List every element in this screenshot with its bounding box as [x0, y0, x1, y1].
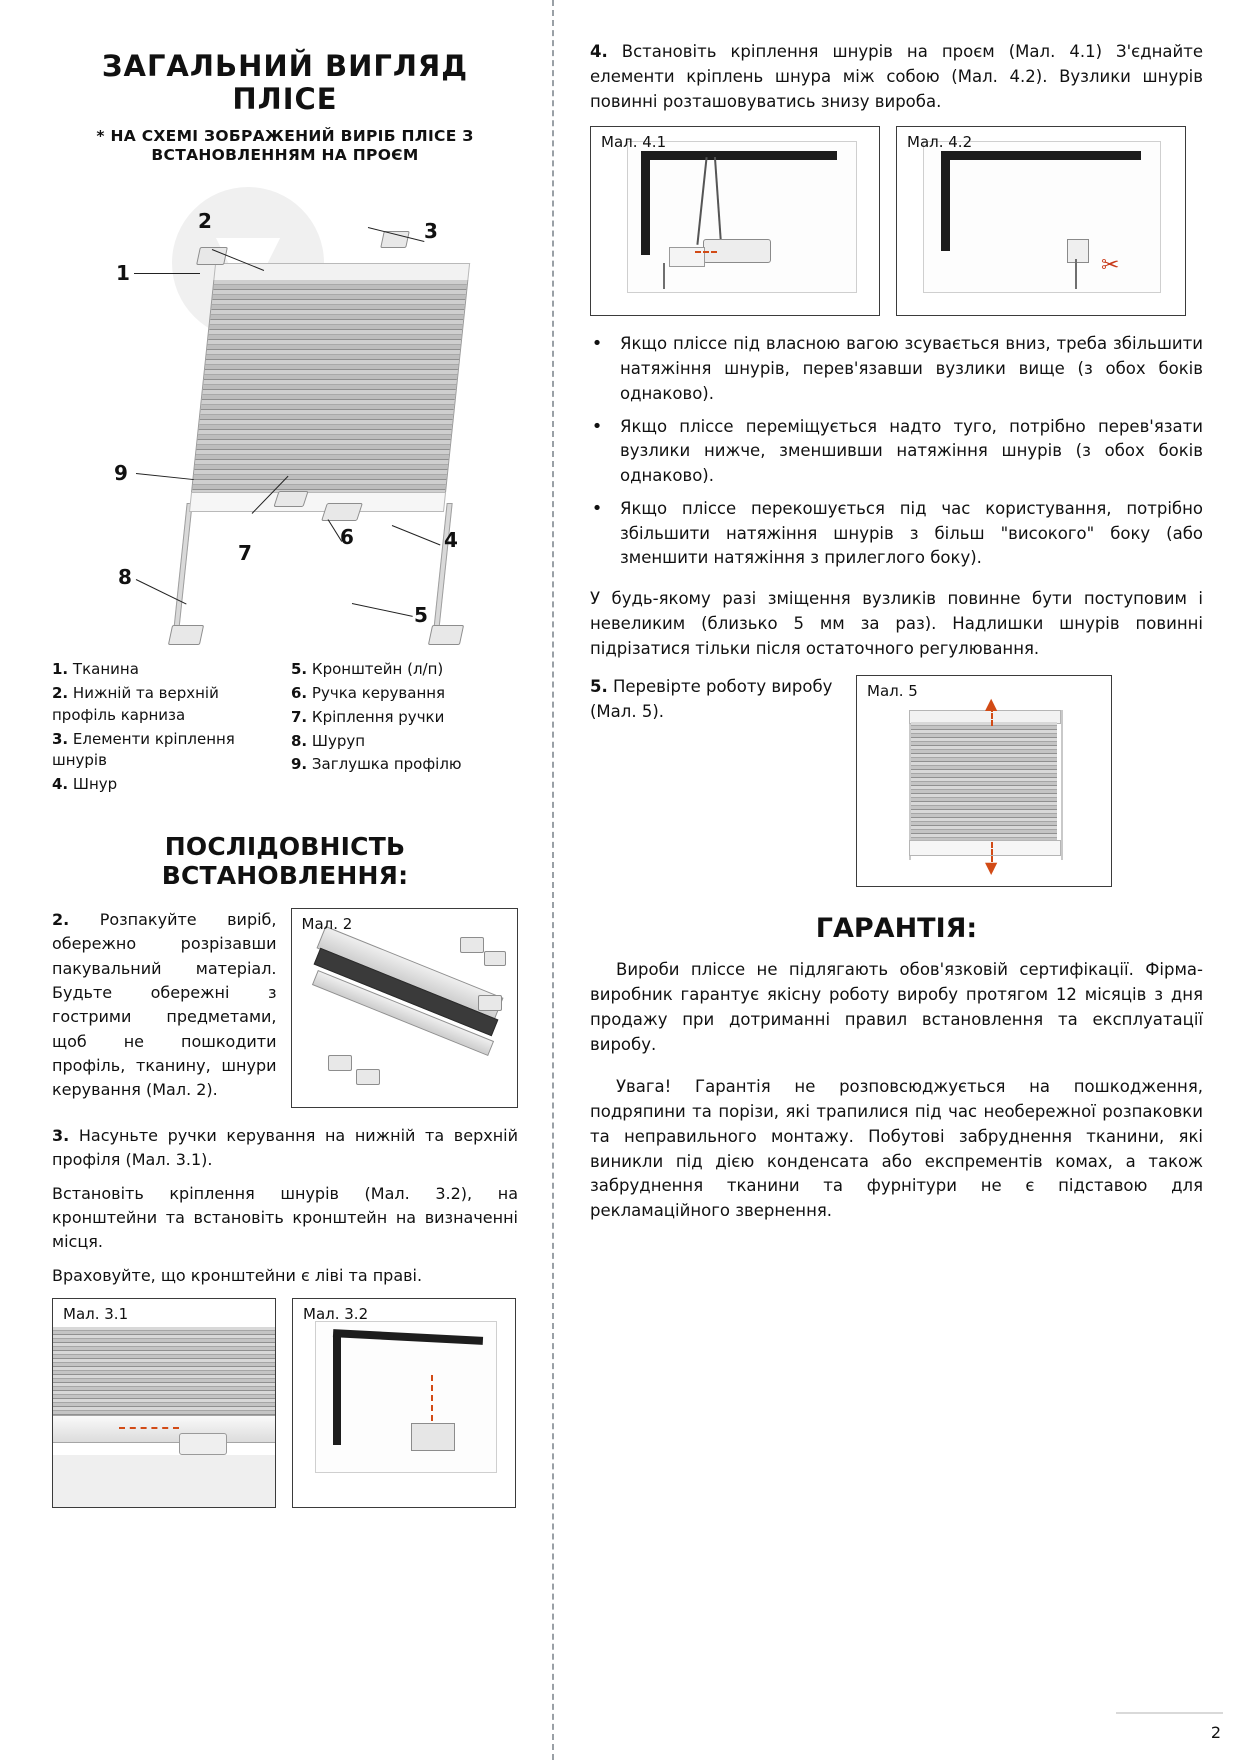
window-frame — [923, 141, 1161, 293]
step-3-line-2: Встановіть кріплення шнурів (Мал. 3.2), на кронштейни та встановіть кронштейн на визначенні місця. — [52, 1183, 518, 1251]
bracket-piece — [411, 1423, 455, 1451]
legend-num: 7. — [291, 707, 308, 726]
warranty-title: ГАРАНТІЯ: — [815, 913, 978, 945]
bottom-profile — [189, 492, 446, 512]
callout-6: 6 — [340, 525, 354, 550]
legend-num: 9. — [291, 755, 308, 774]
figure-5-label: Мал. 5 — [867, 682, 918, 701]
product-diagram — [52, 173, 518, 653]
window-glass-left — [641, 151, 650, 255]
cord-knot — [1067, 239, 1089, 263]
list-item — [590, 415, 1203, 489]
figure-3-1-label: Мал. 3.1 — [63, 1304, 129, 1323]
tip-text: Якщо пліссе під власною вагою зсувається вниз, треба збільшити натяжіння шнурів, перев'язавши вузлики вище (з обох боків однаково). — [620, 334, 1203, 403]
right-column — [548, 0, 1245, 1760]
warranty-paragraph-1: Вироби пліссе не підлягають обов'язковій сертифікації. Фірма-виробник гарантує якісну роботу виробу протягом 12 місяців з дня продажу при дотриманні правил встановлення та експлуатації виробу. — [590, 960, 1203, 1054]
list-item — [590, 332, 1203, 406]
right-tension-rod — [433, 503, 452, 630]
legend-text: Кронштейн (л/п) — [311, 660, 444, 679]
handle-upper — [273, 491, 308, 507]
background-fill — [53, 1455, 275, 1507]
figure-2-photo — [292, 909, 517, 1107]
page-subtitle: * НА СХЕМІ ЗОБРАЖЕНИЙ ВИРІБ ПЛІСЕ З ВСТАНОВЛЕННЯМ НА ПРОЄМ — [96, 126, 474, 165]
connect-arrow — [695, 251, 717, 253]
figure-4-1 — [590, 126, 880, 316]
end-cap-d — [328, 1055, 352, 1071]
figure-4-1-photo — [591, 127, 879, 315]
page-number: 2 — [1210, 1723, 1221, 1742]
bottom-rail — [909, 840, 1061, 856]
end-cap-e — [356, 1069, 380, 1085]
list-item — [52, 659, 267, 681]
legend-text: Елементи кріплення шнурів — [52, 729, 235, 770]
fabric-pleats — [191, 280, 468, 492]
callout-4: 4 — [444, 528, 458, 553]
left-column — [0, 0, 548, 1760]
figure-4-2-label: Мал. 4.2 — [907, 133, 973, 152]
step-3-line-3: Враховуйте, що кронштейни є ліві та праві. — [52, 1265, 423, 1285]
end-cap-b — [484, 951, 506, 966]
installation-sequence-title: ПОСЛІДОВНІСТЬ ВСТАНОВЛЕННЯ: — [161, 831, 409, 890]
window-glass-top — [941, 151, 1141, 160]
legend-text: Нижній та верхній профіль карниза — [52, 684, 219, 724]
fabric-closeup — [53, 1327, 275, 1415]
step-4-body: Встановіть кріплення шнурів на проєм (Мал. 4.1) З'єднайте елементи кріплень шнура між собою (Мал. 4.2). Вузлики шнурів повинні розташовуватись знизу виробa. — [590, 42, 1203, 111]
legend-num: 8. — [291, 731, 308, 750]
step-2 — [52, 908, 518, 1108]
end-cap-c — [478, 995, 502, 1011]
step-5-body: Перевірте роботу виробу (Мал. 5). — [590, 677, 833, 721]
cord-bracket-2 — [669, 247, 705, 267]
adjustment-note: У будь-якому разі зміщення вузликів повинне бути поступовим і невеликим (близько 5 мм за раз). Надлишки шнурів повинні підрізатися тільки після остаточного регулювання. — [590, 589, 1203, 658]
figure-4-1-label: Мал. 4.1 — [601, 133, 667, 152]
list-item — [291, 754, 511, 776]
step-4-number: 4. — [590, 42, 608, 61]
figure-5 — [856, 675, 1112, 887]
list-item — [291, 731, 511, 753]
figure-3-1 — [52, 1298, 276, 1508]
page-title: ЗАГАЛЬНИЙ ВИГЛЯД ПЛІСЕ — [101, 49, 469, 117]
slide-direction-arrow — [119, 1427, 179, 1429]
figure-3-2 — [292, 1298, 516, 1508]
step-2-body: Розпакуйте виріб, обережно розрізавши пакувальний матеріал. Будьте обережні з гострими предметами, щоб не пошкодити профіль, тканину, шнури керування (Мал. 2). — [52, 909, 277, 1100]
callout-2: 2 — [198, 209, 212, 234]
legend-num: 6. — [291, 684, 308, 703]
bullet-icon: • — [591, 415, 603, 437]
legend-text: Тканина — [72, 660, 139, 679]
legend-column-1 — [52, 659, 267, 798]
step-3-figures — [52, 1298, 518, 1508]
legend-num: 1. — [52, 660, 69, 679]
figure-4-2 — [896, 126, 1186, 316]
move-up-arrow — [991, 706, 993, 726]
list-item — [291, 683, 511, 705]
callout-1: 1 — [116, 261, 130, 286]
step-4-figures — [590, 126, 1203, 316]
callout-7: 7 — [238, 541, 252, 566]
callout-5: 5 — [414, 603, 428, 628]
callout-8: 8 — [118, 565, 132, 590]
step-2-number: 2. — [52, 909, 70, 929]
list-item — [291, 707, 511, 729]
adjustment-tips — [590, 332, 1203, 571]
list-item — [291, 659, 511, 681]
bullet-icon: • — [591, 333, 603, 355]
bullet-icon: • — [591, 497, 603, 519]
legend-num: 4. — [52, 775, 69, 794]
legend-num: 5. — [291, 660, 308, 679]
warranty-paragraph-2: Увага! Гарантія не розповсюджується на пошкодження, подряпини та порізи, які трапилися під час необережної розпаковки та неправильного монтажу. Побутові забруднення тканини, які виникли під дією конденсата або експрементів комах, а також забруднення тканини та фурнітури не є підставою для рекламаційного звернення. — [590, 1077, 1203, 1220]
leader-4 — [392, 525, 441, 545]
tip-text: Якщо пліссе переміщується надто туго, потрібно перев'язати вузлики нижче, зменшивши натяжіння шнурів (з обох боків однаково). — [620, 416, 1203, 485]
scissors-icon: ✂ — [1101, 253, 1120, 279]
figure-4-2-photo — [897, 127, 1185, 315]
window-glass-left — [941, 151, 950, 251]
leader-5 — [352, 603, 413, 617]
callout-3: 3 — [424, 219, 438, 244]
legend-num: 3. — [52, 729, 69, 748]
fabric-pleats — [911, 722, 1057, 840]
figure-2-label: Мал. 2 — [301, 914, 353, 933]
step-5 — [590, 675, 1203, 887]
figure-2 — [291, 908, 518, 1108]
window-glass-top — [641, 151, 837, 160]
window-glass-side — [333, 1335, 341, 1445]
control-handle — [179, 1433, 227, 1455]
figure-3-2-label: Мал. 3.2 — [303, 1304, 369, 1323]
legend-text: Шуруп — [311, 731, 366, 750]
list-item — [52, 774, 267, 796]
step-5-number: 5. — [590, 677, 608, 697]
left-tension-rod — [173, 503, 192, 630]
install-direction-arrow — [431, 1375, 433, 1421]
leader-9 — [136, 473, 194, 480]
arrow-down-icon: ▼ — [985, 858, 998, 878]
bottom-right-bracket — [428, 625, 464, 645]
arrow-up-icon: ▲ — [985, 694, 998, 714]
cord-strand — [1075, 259, 1077, 289]
footer-divider — [1116, 1712, 1223, 1714]
legend-num: 2. — [52, 684, 69, 703]
pleated-blind-illustration — [189, 263, 470, 513]
legend-text: Заглушка профілю — [311, 755, 462, 774]
leader-1 — [134, 273, 200, 274]
figure-3-1-photo — [53, 1299, 275, 1507]
window-frame — [627, 141, 857, 293]
step-2-text — [52, 908, 277, 1103]
legend-text: Шнур — [72, 775, 118, 794]
bottom-left-bracket — [168, 625, 204, 645]
list-item — [52, 729, 267, 773]
cord-tail — [663, 263, 665, 289]
figure-5-photo — [857, 676, 1111, 886]
profile-bar — [53, 1415, 275, 1443]
step-5-text — [590, 675, 840, 725]
list-item — [590, 497, 1203, 571]
callout-9: 9 — [114, 461, 128, 486]
tip-text: Якщо пліссе перекошується під час користування, потрібно збільшити натяжіння шнурів з більш "високого" боку (або зменшити натяжіння з прилеглого боку). — [620, 498, 1203, 568]
legend-text: Ручка керування — [311, 684, 446, 703]
list-item — [52, 683, 267, 727]
step-4-paragraph — [590, 40, 1203, 114]
step-3-paragraph — [52, 1124, 518, 1172]
parts-legend — [52, 659, 518, 798]
step-3-line-1: Насуньте ручки керування на нижній та верхній профіля (Мал. 3.1). — [52, 1125, 518, 1169]
end-cap-a — [460, 937, 484, 953]
figure-3-2-photo — [293, 1299, 515, 1507]
legend-column-2 — [291, 659, 511, 798]
step-3-number: 3. — [52, 1125, 70, 1145]
legend-text: Кріплення ручки — [311, 707, 445, 726]
